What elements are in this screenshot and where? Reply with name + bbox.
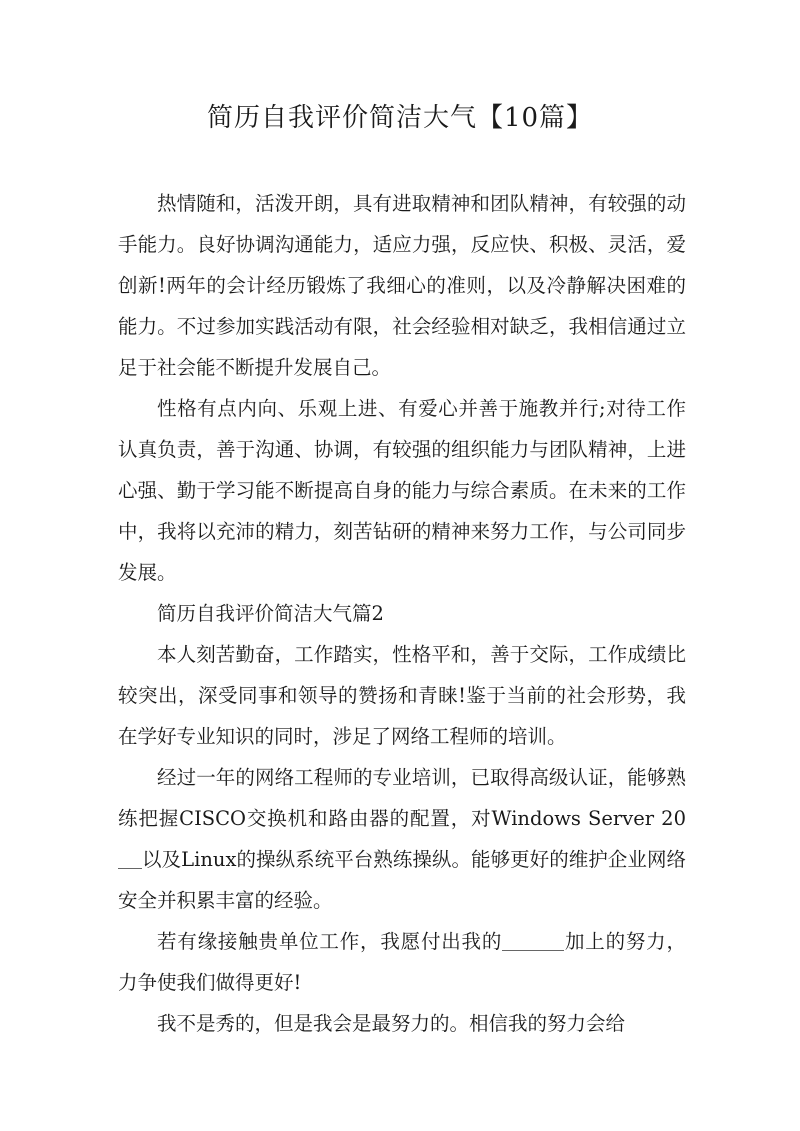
paragraph-5-text-a: 若有缘接触贵单位工作，我愿付出我的 — [157, 930, 503, 953]
paragraph-4 — [118, 757, 686, 921]
paragraph-1: 热情随和，活泼开朗，具有进取精神和团队精神，有较强的动手能力。良好协调沟通能力，适应力强，反应快、积极、灵活，爱创新!两年的会计经历锻炼了我细心的准则，以及冷静解决困难的能力。不过参加实践活动有限，社会经验相对缺乏，我相信通过立足于社会能不断提升发展自己。 — [118, 192, 686, 379]
paragraph-2: 性格有点内向、乐观上进、有爱心并善于施教并行;对待工作认真负责，善于沟通、协调，有较强的组织能力与团队精神，上进心强、勤于学习能不断提高自身的能力与综合素质。在未来的工作中，我将以充沛的精力，刻苦钻研的精神来努力工作，与公司同步发展。 — [118, 397, 686, 584]
paragraph-4-text-a: 经过一年的网络工程师的专业培训，已取得高级认证，能够熟练把握CISCO交换机和路由器的配置，对Windows Server 20 — [118, 766, 686, 830]
fill-in-blank — [118, 849, 142, 870]
paragraph-6: 我不是秀的，但是我会是最努力的。相信我的努力会给 — [157, 1012, 626, 1035]
paragraph-4-text-b: 以及Linux的操纵系统平台熟练操纵。能够更好的维护企业网络安全并积累丰富的经验。 — [118, 848, 686, 912]
fill-in-blank — [502, 931, 564, 952]
paragraph-5-text-b: 加上的努力，力争使我们做得更好! — [118, 930, 686, 994]
paragraph-5 — [118, 921, 686, 1003]
section-heading-2: 简历自我评价简洁大气篇2 — [157, 602, 384, 625]
document-body — [118, 183, 686, 1044]
page-title: 简历自我评价简洁大气【10篇】 — [206, 103, 594, 133]
paragraph-3: 本人刻苦勤奋，工作踏实，性格平和，善于交际，工作成绩比较突出，深受同事和领导的赞扬和青睐!鉴于当前的社会形势，我在学好专业知识的同时，涉足了网络工程师的培训。 — [118, 643, 686, 748]
